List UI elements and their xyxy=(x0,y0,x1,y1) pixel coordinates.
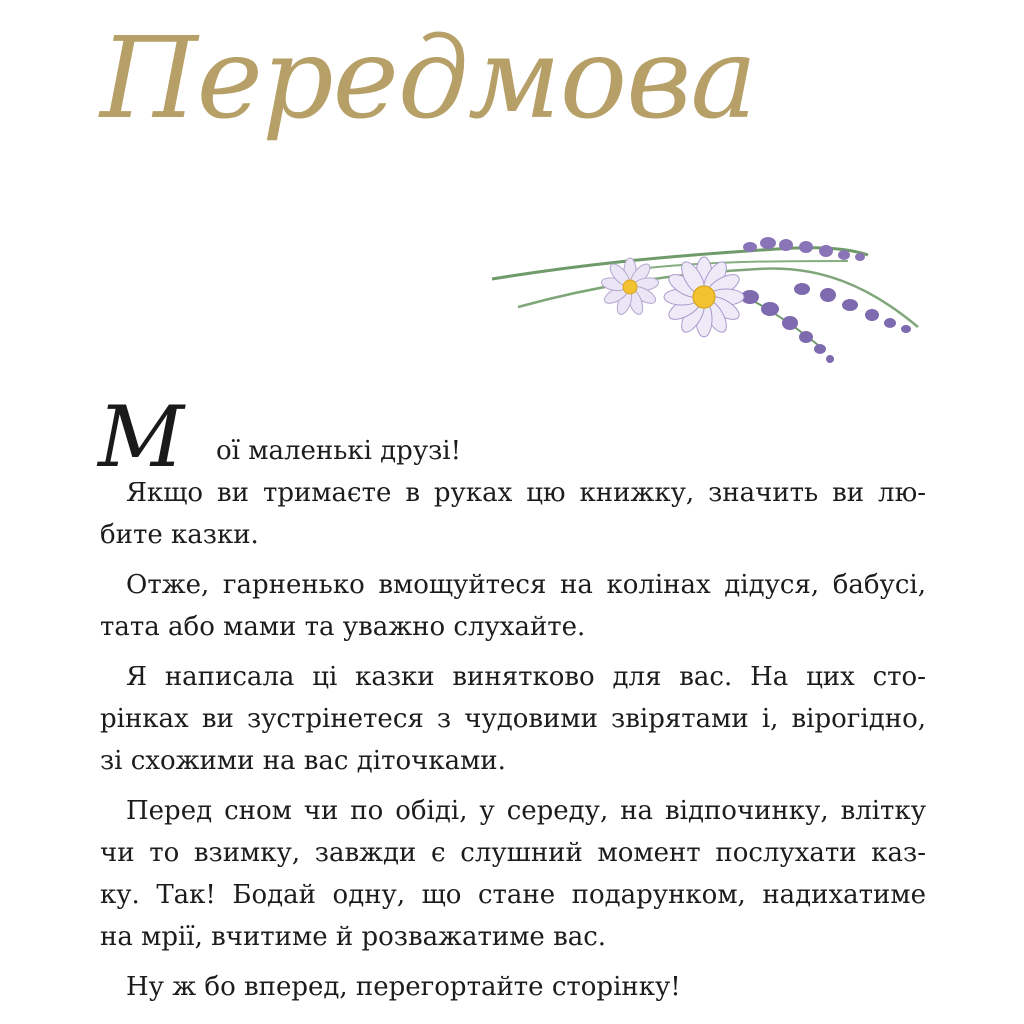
text-line: Ну ж бо вперед, перегортайте сторінку! xyxy=(126,972,681,1002)
text-line: ку. Так! Бодай одну, що стане подарунком, надихатиме xyxy=(100,880,926,910)
page-title: Передмова xyxy=(100,14,757,144)
text-line: тата або мами та уважно слухайте. xyxy=(100,612,586,642)
text-line: Якщо ви тримаєте в руках цю книжку, значить ви лю- xyxy=(126,478,926,508)
text-line: рінках ви зустрінетеся з чудовими звірятами і, вірогідно, xyxy=(100,704,926,734)
text-line: на мрії, вчитиме й розважатиме вас. xyxy=(100,922,607,952)
lavender-daisy-illustration xyxy=(488,225,928,375)
text-line: зі схожими на вас діточками. xyxy=(100,746,506,776)
text-line: Отже, гарненько вмощуйтеся на колінах дідуся, бабусі, xyxy=(126,570,926,600)
text-line: чи то взимку, завжди є слушний момент послухати каз- xyxy=(100,838,926,868)
text-line: бите казки. xyxy=(100,520,259,550)
text-line: Перед сном чи по обіді, у середу, на відпочинку, влітку xyxy=(126,796,926,826)
greeting-line: ої маленькі друзі! xyxy=(216,436,462,466)
drop-cap: М xyxy=(98,388,185,486)
text-line: Я написала ці казки винятково для вас. На цих сто- xyxy=(126,662,926,692)
